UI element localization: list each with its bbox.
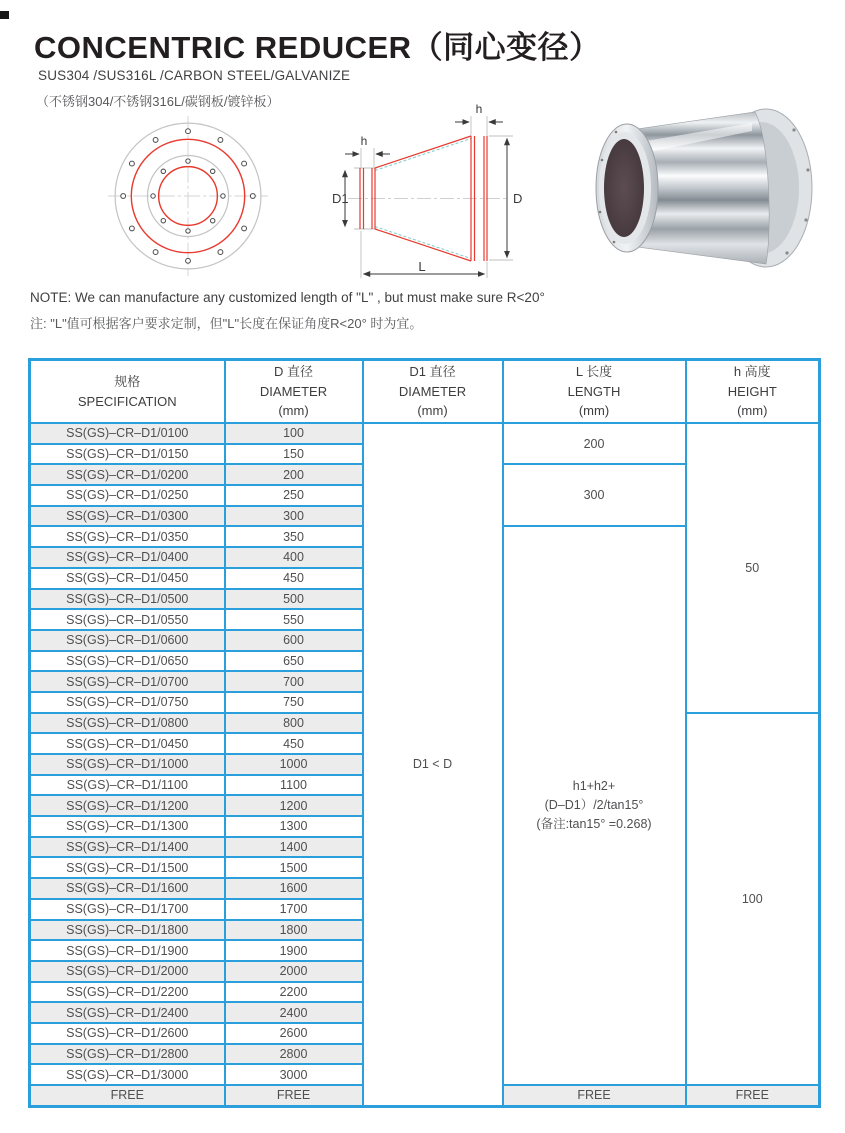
diameter-cell: 1100 [225, 775, 363, 796]
diameter-cell: 1000 [225, 754, 363, 775]
spec-cell: SS(GS)–CR–D1/2200 [30, 982, 225, 1003]
spec-cell: SS(GS)–CR–D1/0400 [30, 547, 225, 568]
diameter-cell: 3000 [225, 1064, 363, 1085]
spec-cell: SS(GS)–CR–D1/1600 [30, 878, 225, 899]
spec-cell: SS(GS)–CR–D1/0200 [30, 464, 225, 485]
diameter-cell: 1700 [225, 899, 363, 920]
spec-cell: SS(GS)–CR–D1/0100 [30, 423, 225, 444]
diameter-cell: 350 [225, 526, 363, 547]
spec-cell: SS(GS)–CR–D1/0450 [30, 733, 225, 754]
diameter-cell: 750 [225, 692, 363, 713]
spec-cell: SS(GS)–CR–D1/1300 [30, 816, 225, 837]
diameter-cell: 2600 [225, 1023, 363, 1044]
spec-cell: SS(GS)–CR–D1/0650 [30, 651, 225, 672]
height-cell: 50 [686, 423, 820, 713]
spec-cell: SS(GS)–CR–D1/0250 [30, 485, 225, 506]
spec-cell: SS(GS)–CR–D1/1800 [30, 920, 225, 941]
diameter-cell: 400 [225, 547, 363, 568]
diameter-cell: 200 [225, 464, 363, 485]
spec-cell: SS(GS)–CR–D1/2800 [30, 1044, 225, 1065]
spec-table-header [30, 360, 820, 424]
diameter-cell: 800 [225, 713, 363, 734]
l-label: L [418, 259, 426, 274]
spec-cell: SS(GS)–CR–D1/0300 [30, 506, 225, 527]
spec-cell: SS(GS)–CR–D1/1500 [30, 857, 225, 878]
scan-edge-mark [0, 11, 9, 19]
d1-label: D1 [332, 191, 349, 206]
diameter-cell: 2800 [225, 1044, 363, 1065]
diameter-cell: 1300 [225, 816, 363, 837]
diameter-cell: 250 [225, 485, 363, 506]
diameter-cell: 450 [225, 568, 363, 589]
pipe-opening [604, 139, 644, 237]
diameter-cell: 500 [225, 589, 363, 610]
spec-cell: SS(GS)–CR–D1/0150 [30, 444, 225, 465]
h-label-left: h [360, 134, 368, 148]
diameter-cell: 700 [225, 671, 363, 692]
diameter-cell: 1400 [225, 837, 363, 858]
diameter-cell: 2400 [225, 1002, 363, 1023]
height-cell: FREE [686, 1085, 820, 1106]
diameter-cell: 1600 [225, 878, 363, 899]
length-cell: FREE [503, 1085, 686, 1106]
spec-cell: SS(GS)–CR–D1/0600 [30, 630, 225, 651]
spec-cell: SS(GS)–CR–D1/1100 [30, 775, 225, 796]
spec-cell: SS(GS)–CR–D1/1900 [30, 940, 225, 961]
spec-cell: SS(GS)–CR–D1/0700 [30, 671, 225, 692]
spec-cell: SS(GS)–CR–D1/1400 [30, 837, 225, 858]
length-cell: 300 [503, 464, 686, 526]
spec-cell: SS(GS)–CR–D1/0750 [30, 692, 225, 713]
diameter-cell: 100 [225, 423, 363, 444]
diameter-cell: 300 [225, 506, 363, 527]
diameter-cell: 1900 [225, 940, 363, 961]
d-label: D [513, 191, 523, 206]
product-photo [570, 100, 834, 280]
spec-cell: SS(GS)–CR–D1/3000 [30, 1064, 225, 1085]
diameter-cell: 1800 [225, 920, 363, 941]
column-header: 规格 SPECIFICATION [30, 360, 225, 424]
d1-condition-cell: D1 < D [363, 423, 503, 1106]
h-label-right: h [475, 102, 483, 116]
diameter-cell: 2200 [225, 982, 363, 1003]
diameter-cell: 600 [225, 630, 363, 651]
spec-cell: SS(GS)–CR–D1/2400 [30, 1002, 225, 1023]
diameter-cell: 550 [225, 609, 363, 630]
spec-cell: FREE [30, 1085, 225, 1106]
table-row [30, 423, 820, 444]
spec-cell: SS(GS)–CR–D1/0800 [30, 713, 225, 734]
height-cell: 100 [686, 713, 820, 1085]
length-cell: 200 [503, 423, 686, 464]
spec-cell: SS(GS)–CR–D1/0550 [30, 609, 225, 630]
column-header: L 长度 LENGTH (mm) [503, 360, 686, 424]
spec-cell: SS(GS)–CR–D1/0350 [30, 526, 225, 547]
column-header: h 高度 HEIGHT (mm) [686, 360, 820, 424]
spec-table [28, 358, 821, 1108]
diameter-cell: 2000 [225, 961, 363, 982]
spec-cell: SS(GS)–CR–D1/0500 [30, 589, 225, 610]
note-en: NOTE: We can manufacture any customized length of "L" , but must make sure R<20° [30, 290, 545, 305]
note-cn: 注: "L"值可根据客户要求定制，但"L"长度在保证角度R<20° 时为宜。 [30, 316, 423, 331]
spec-cell: SS(GS)–CR–D1/0450 [30, 568, 225, 589]
diameter-cell: 1500 [225, 857, 363, 878]
spec-cell: SS(GS)–CR–D1/1200 [30, 795, 225, 816]
spec-cell: SS(GS)–CR–D1/1700 [30, 899, 225, 920]
spec-cell: SS(GS)–CR–D1/2000 [30, 961, 225, 982]
length-cell: h1+h2+ (D–D1）/2/tan15° (备注:tan15° =0.268) [503, 526, 686, 1085]
page-title: CONCENTRIC REDUCER（同心变径） [34, 30, 601, 65]
column-header: D 直径 DIAMETER (mm) [225, 360, 363, 424]
column-header: D1 直径 DIAMETER (mm) [363, 360, 503, 424]
reducer-section-drawing [332, 92, 532, 287]
diameter-cell: 450 [225, 733, 363, 754]
spec-cell: SS(GS)–CR–D1/2600 [30, 1023, 225, 1044]
diameter-cell: FREE [225, 1085, 363, 1106]
flange-front-view-drawing [108, 116, 268, 276]
subtitle-materials-cn: （不锈钢304/不锈钢316L/碳钢板/镀锌板） [36, 94, 280, 109]
diameter-cell: 150 [225, 444, 363, 465]
subtitle-materials-en: SUS304 /SUS316L /CARBON STEEL/GALVANIZE [38, 68, 351, 83]
spec-cell: SS(GS)–CR–D1/1000 [30, 754, 225, 775]
diameter-cell: 650 [225, 651, 363, 672]
diameter-cell: 1200 [225, 795, 363, 816]
